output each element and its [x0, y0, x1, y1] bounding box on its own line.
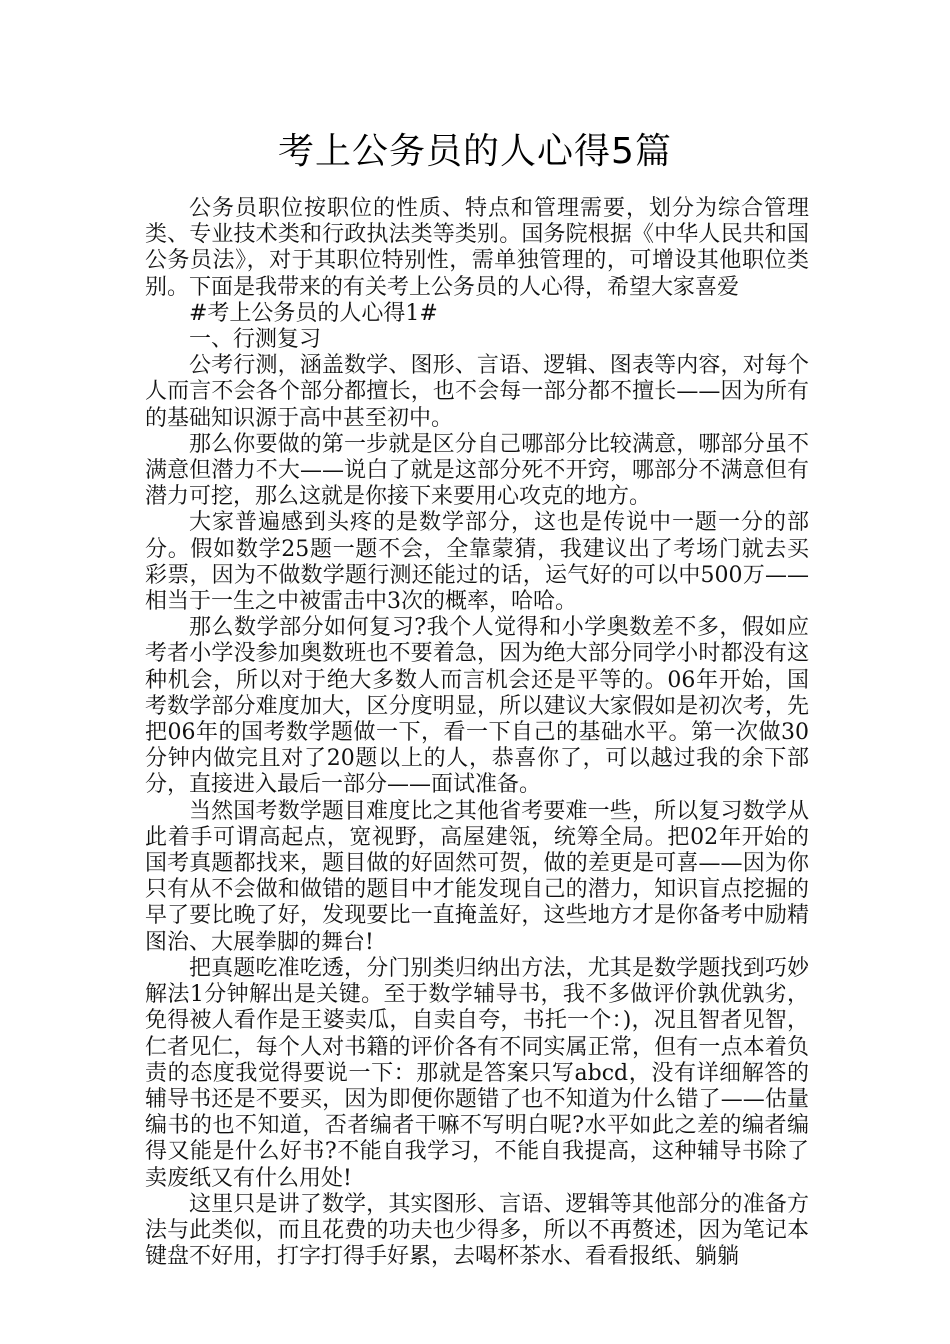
body-paragraph: 公考行测，涵盖数学、图形、言语、逻辑、图表等内容，对每个人而言不会各个部分都擅长，也不会每一部分都不擅长——因为所有的基础知识源于高中甚至初中。	[145, 353, 809, 431]
body-paragraph: 大家普遍感到头疼的是数学部分，这也是传说中一题一分的部分。假如数学25题一题不会，全靠蒙猜，我建议出了考场门就去买彩票，因为不做数学题行测还能过的话，运气好的可以中500万——相当于一生之中被雷击中3次的概率，哈哈。	[145, 510, 809, 615]
document-body	[145, 196, 809, 1270]
subheading-xingce: 一、行测复习	[189, 327, 322, 353]
document-title: 考上公务员的人心得5篇	[278, 131, 672, 172]
body-paragraph: 当然国考数学题目难度比之其他省考要难一些，所以复习数学从此着手可谓高起点，宽视野，高屋建瓴，统筹全局。把02年开始的国考真题都找来，题目做的好固然可贺，做的差更是可喜——因为你只有从不会做和做错的题目中才能发现自己的潜力，知识盲点挖掘的早了要比晚了好，发现要比一直掩盖好，这些地方才是你备考中励精图治、大展拳脚的舞台!	[145, 798, 809, 955]
intro-paragraph: 公务员职位按职位的性质、特点和管理需要，划分为综合管理类、专业技术类和行政执法类等类别。国务院根据《中华人民共和国公务员法》，对于其职位特别性，需单独管理的，可增设其他职位类别。下面是我带来的有关考上公务员的人心得，希望大家喜爱	[145, 196, 809, 300]
body-paragraph: 这里只是讲了数学，其实图形、言语、逻辑等其他部分的准备方法与此类似，而且花费的功夫也少得多，所以不再赘述，因为笔记本键盘不好用，打字打得手好累，去喝杯茶水、看看报纸、躺躺	[145, 1191, 809, 1270]
section-heading-1: #考上公务员的人心得1#	[189, 300, 438, 326]
body-paragraph: 那么你要做的第一步就是区分自己哪部分比较满意，哪部分虽不满意但潜力不大——说白了就是这部分死不开窍，哪部分不满意但有潜力可挖，那么这就是你接下来要用心攻克的地方。	[145, 431, 809, 510]
body-paragraph: 把真题吃准吃透，分门别类归纳出方法，尤其是数学题找到巧妙解法1分钟解出是关键。至于数学辅导书，我不多做评价孰优孰劣，免得被人看作是王婆卖瓜，自卖自夸，书托一个：)，况且智者见智，仁者见仁，每个人对书籍的评价各有不同实属正常，但有一点本着负责的态度我觉得要说一下：那就是答案只写abcd，没有详细解答的辅导书还是不要买，因为即便你题错了也不知道为什么错了——估量编书的也不知道，否者编者干嘛不写明白呢?水平如此之差的编者编得又能是什么好书?不能自我学习，不能自我提高，这种辅导书除了卖废纸又有什么用处!	[145, 955, 809, 1191]
body-paragraph: 那么数学部分如何复习?我个人觉得和小学奥数差不多，假如应考者小学没参加奥数班也不要着急，因为绝大部分同学小时都没有这种机会，所以对于绝大多数人而言机会还是平等的。06年开始，国考数学部分难度加大，区分度明显，所以建议大家假如是初次考，先把06年的国考数学题做一下，看一下自己的基础水平。第一次做30分钟内做完且对了20题以上的人，恭喜你了，可以越过我的余下部分，直接进入最后一部分——面试准备。	[145, 615, 809, 798]
